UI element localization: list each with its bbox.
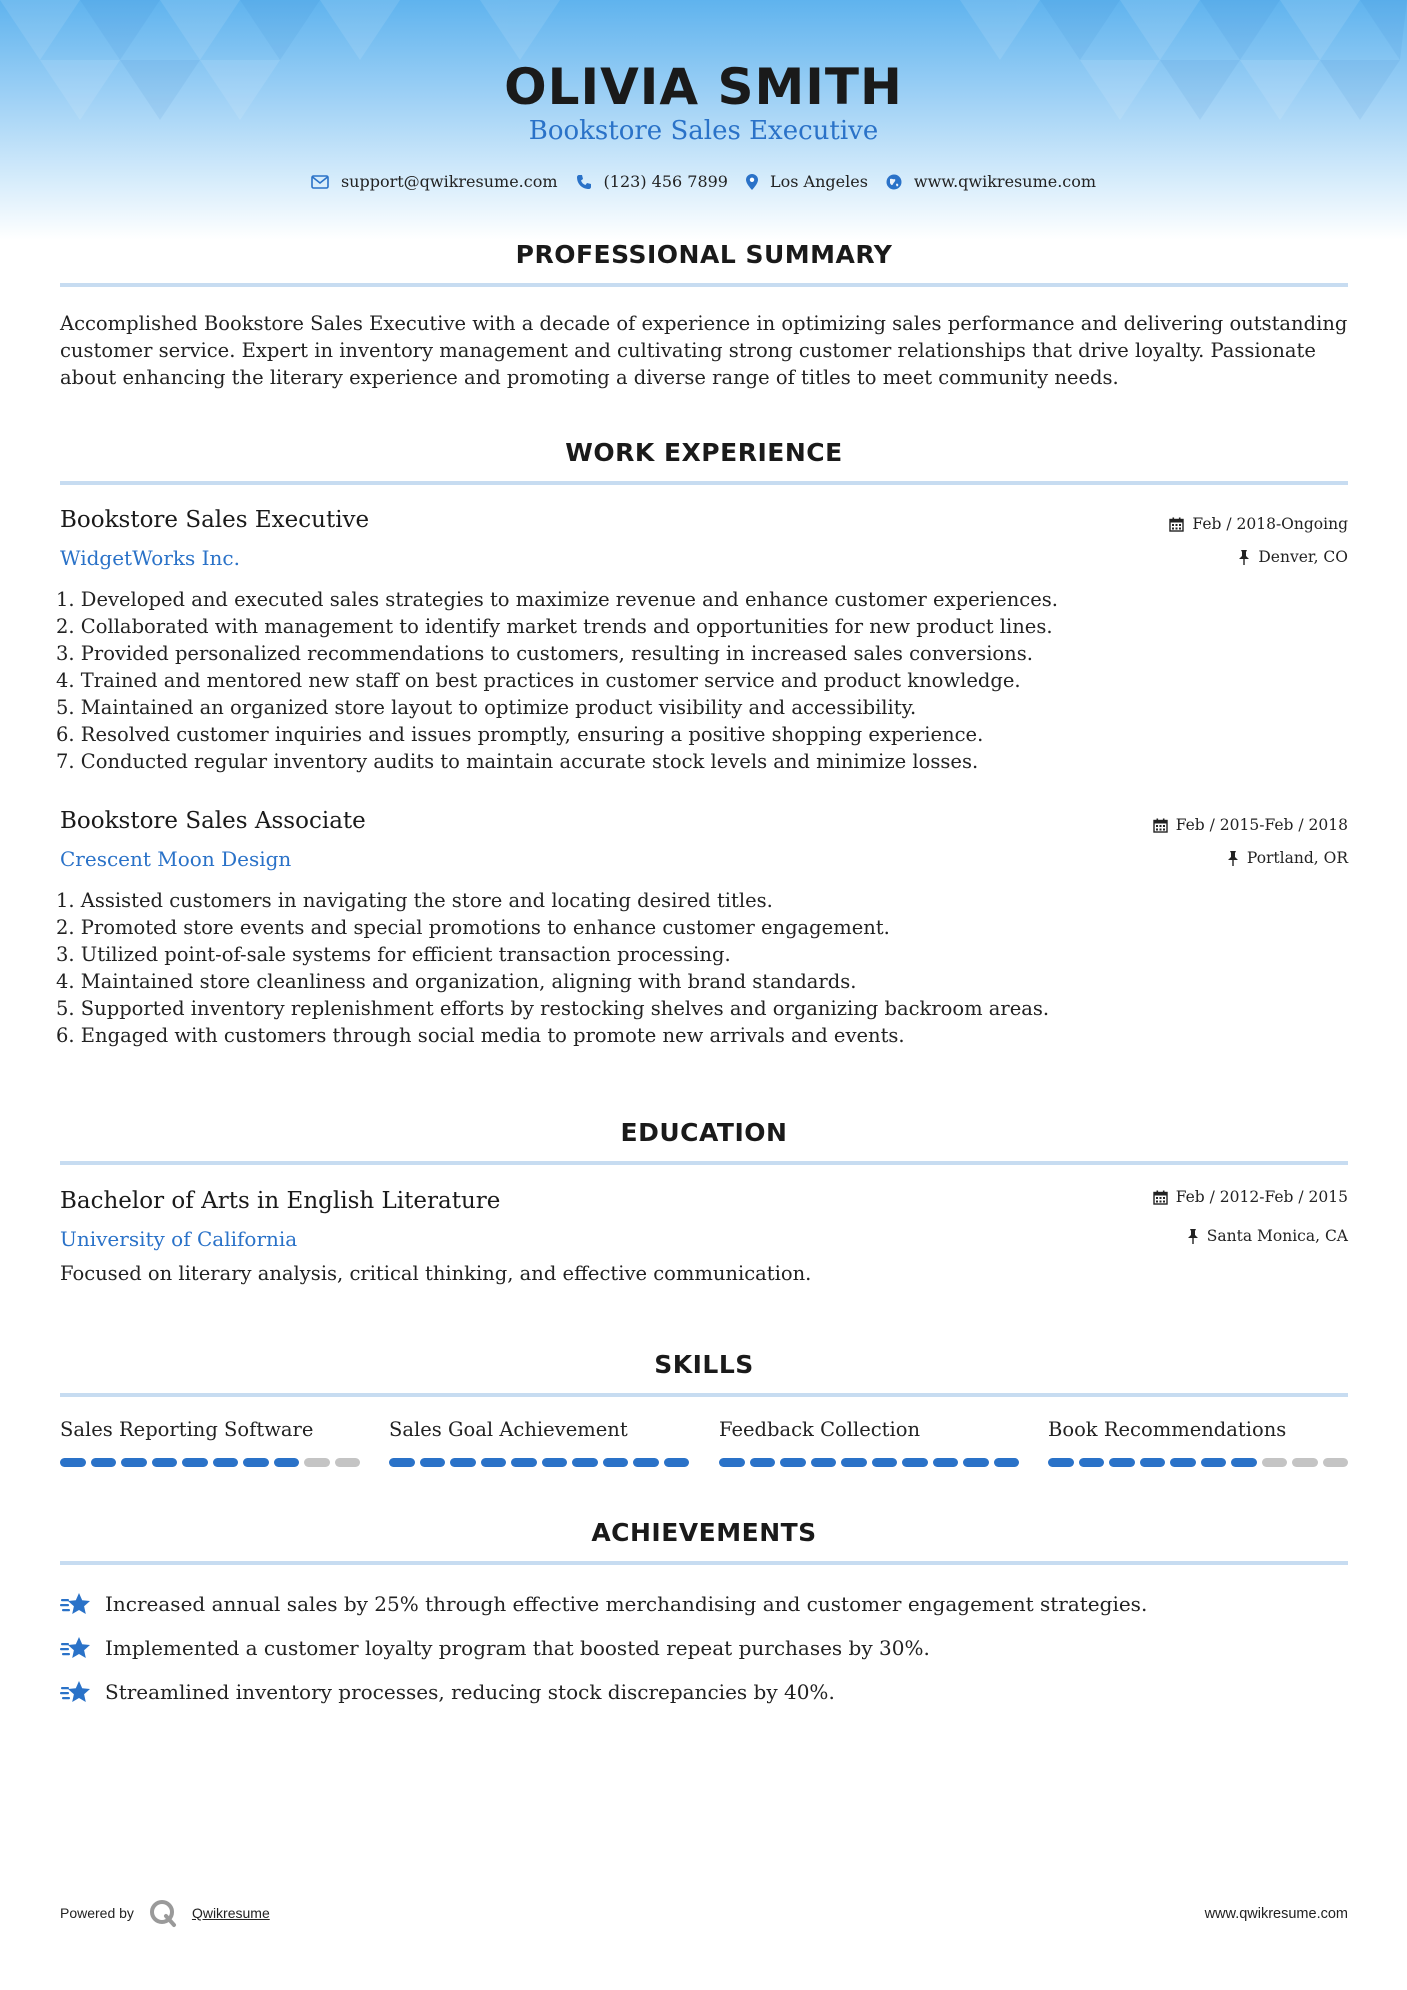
skill-level-bar	[60, 1458, 360, 1468]
education-location	[1187, 1227, 1348, 1245]
achievement-text: Implemented a customer loyalty program that boosted repeat purchases by 30%.	[105, 1636, 930, 1660]
job-title: Bookstore Sales Associate	[60, 808, 366, 834]
skill-segment-filled	[1231, 1458, 1257, 1467]
list-item: 6. Engaged with customers through social media to promote new arrivals and events.	[56, 1024, 905, 1047]
skill-segment-filled	[213, 1458, 239, 1467]
skill-segment-filled	[1201, 1458, 1227, 1467]
calendar-icon	[1153, 818, 1168, 833]
skill-segment-empty	[1292, 1458, 1318, 1467]
qwikresume-logo-icon	[148, 1898, 178, 1928]
skills-title: SKILLS	[654, 1350, 754, 1379]
skill-segment-filled	[121, 1458, 147, 1467]
section-divider	[60, 1161, 1348, 1165]
powered-by-label: Powered by	[60, 1905, 134, 1921]
qwikresume-link[interactable]: Qwikresume	[191, 1905, 270, 1921]
list-item: 2. Promoted store events and special promotions to enhance customer engagement.	[56, 916, 890, 939]
list-item	[60, 1632, 930, 1666]
skill-segment-filled	[750, 1458, 776, 1467]
list-item: 3. Provided personalized recommendations to customers, resulting in increased sales conversions.	[56, 642, 1033, 665]
skill-segment-filled	[152, 1458, 178, 1467]
skill-segment-filled	[719, 1458, 745, 1467]
footer-branding	[60, 1898, 270, 1928]
list-item: 1. Developed and executed sales strategies to maximize revenue and enhance customer experiences.	[56, 588, 1058, 611]
job-dates-text: Feb / 2015-Feb / 2018	[1175, 816, 1348, 834]
skill-item	[60, 1418, 360, 1441]
skill-segment-filled	[1079, 1458, 1105, 1467]
candidate-name: OLIVIA SMITH	[504, 58, 903, 116]
contact-email-text: support@qwikresume.com	[340, 172, 558, 191]
section-divider	[60, 283, 1348, 287]
job-location	[1238, 548, 1348, 566]
skill-item	[389, 1418, 689, 1441]
contact-phone-text: (123) 456 7899	[603, 172, 728, 191]
pin-icon	[1238, 550, 1250, 565]
education-location-text: Santa Monica, CA	[1206, 1227, 1348, 1245]
skill-segment-empty	[335, 1458, 361, 1467]
skill-segment-empty	[1262, 1458, 1288, 1467]
skill-segment-filled	[420, 1458, 446, 1467]
skill-segment-filled	[664, 1458, 690, 1467]
skill-segment-empty	[1323, 1458, 1349, 1467]
job-bullets	[56, 887, 1316, 1049]
skill-item	[719, 1418, 1019, 1441]
calendar-icon	[1169, 517, 1184, 532]
section-divider	[60, 1561, 1348, 1565]
skill-segment-filled	[274, 1458, 300, 1467]
envelope-icon	[311, 175, 329, 189]
pin-icon	[1187, 1229, 1199, 1244]
candidate-role: Bookstore Sales Executive	[528, 116, 879, 146]
skill-segment-filled	[1109, 1458, 1135, 1467]
skill-segment-filled	[450, 1458, 476, 1467]
skill-segment-filled	[60, 1458, 86, 1467]
skill-name: Feedback Collection	[719, 1418, 921, 1441]
list-item: 7. Conducted regular inventory audits to maintain accurate stock levels and minimize losses.	[56, 750, 979, 773]
star-icon	[60, 1678, 92, 1708]
education-dates	[1153, 1188, 1348, 1206]
achievements-title: ACHIEVEMENTS	[591, 1518, 817, 1547]
list-item: 5. Maintained an organized store layout to optimize product visibility and accessibility.	[56, 696, 917, 719]
experience-title: WORK EXPERIENCE	[565, 438, 843, 467]
star-icon	[60, 1590, 92, 1620]
phone-icon	[576, 174, 592, 190]
footer-website[interactable]: www.qwikresume.com	[1204, 1906, 1348, 1922]
skill-segment-filled	[542, 1458, 568, 1467]
skill-level-bar	[389, 1458, 689, 1468]
skill-segment-filled	[963, 1458, 989, 1467]
section-divider	[60, 481, 1348, 485]
summary-text: Accomplished Bookstore Sales Executive with a decade of experience in optimizing sales performance and delivering outstanding customer service. Expert in inventory management and cultivating strong customer relationships that drive loyalty. Passionate about enhancing the literary experience and promoting a diverse range of titles to meet community needs.	[60, 312, 1348, 389]
contact-email[interactable]	[311, 172, 558, 191]
skill-segment-filled	[182, 1458, 208, 1467]
job-location	[1227, 849, 1348, 867]
skill-segment-filled	[389, 1458, 415, 1467]
skill-segment-filled	[811, 1458, 837, 1467]
list-item: 4. Maintained store cleanliness and organization, aligning with brand standards.	[56, 970, 857, 993]
skill-segment-filled	[841, 1458, 867, 1467]
list-item: 6. Resolved customer inquiries and issues promptly, ensuring a positive shopping experience.	[56, 723, 984, 746]
skill-name: Book Recommendations	[1048, 1418, 1287, 1441]
summary-title: PROFESSIONAL SUMMARY	[515, 240, 893, 269]
list-item: 4. Trained and mentored new staff on best practices in customer service and product knowledge.	[56, 669, 1021, 692]
list-item: 5. Supported inventory replenishment efforts by restocking shelves and organizing backroom areas.	[56, 997, 1050, 1020]
contact-bar	[0, 172, 1407, 191]
globe-icon	[886, 174, 902, 190]
calendar-icon	[1153, 1190, 1168, 1205]
skill-segment-filled	[603, 1458, 629, 1467]
skill-level-bar	[1048, 1458, 1348, 1468]
contact-website-text: www.qwikresume.com	[913, 172, 1097, 191]
skill-segment-filled	[481, 1458, 507, 1467]
list-item: 1. Assisted customers in navigating the store and locating desired titles.	[56, 889, 773, 912]
skill-segment-filled	[1048, 1458, 1074, 1467]
company-name: WidgetWorks Inc.	[60, 546, 240, 570]
contact-website[interactable]	[886, 172, 1096, 191]
skill-segment-filled	[780, 1458, 806, 1467]
job-dates	[1169, 515, 1348, 533]
job-dates	[1153, 816, 1348, 834]
section-divider	[60, 1393, 1348, 1397]
skill-segment-empty	[304, 1458, 330, 1467]
skill-segment-filled	[633, 1458, 659, 1467]
company-name: Crescent Moon Design	[60, 847, 292, 871]
skill-segment-filled	[511, 1458, 537, 1467]
skill-segment-filled	[243, 1458, 269, 1467]
skills-grid	[60, 1418, 1350, 1478]
skill-segment-filled	[994, 1458, 1020, 1467]
achievement-text: Streamlined inventory processes, reducing stock discrepancies by 40%.	[105, 1680, 835, 1704]
contact-location-text: Los Angeles	[769, 172, 868, 191]
list-item	[60, 1588, 1148, 1622]
skill-item	[1048, 1418, 1348, 1441]
skill-name: Sales Reporting Software	[60, 1418, 314, 1441]
map-marker-icon	[746, 174, 758, 190]
school-name: University of California	[60, 1227, 298, 1251]
degree-title: Bachelor of Arts in English Literature	[60, 1188, 501, 1214]
job-bullets	[56, 586, 1316, 775]
skill-segment-filled	[933, 1458, 959, 1467]
skill-segment-filled	[572, 1458, 598, 1467]
skill-segment-filled	[872, 1458, 898, 1467]
job-location-text: Portland, OR	[1246, 849, 1348, 867]
education-description: Focused on literary analysis, critical thinking, and effective communication.	[60, 1262, 812, 1285]
list-item: 3. Utilized point-of-sale systems for efficient transaction processing.	[56, 943, 731, 966]
education-title: EDUCATION	[620, 1118, 788, 1147]
list-item: 2. Collaborated with management to identify market trends and opportunities for new product lines.	[56, 615, 1053, 638]
list-item	[60, 1676, 835, 1710]
skill-segment-filled	[902, 1458, 928, 1467]
star-icon	[60, 1634, 92, 1664]
job-dates-text: Feb / 2018-Ongoing	[1192, 515, 1348, 533]
skill-segment-filled	[91, 1458, 117, 1467]
skill-segment-filled	[1140, 1458, 1166, 1467]
pin-icon	[1227, 851, 1239, 866]
job-title: Bookstore Sales Executive	[60, 507, 370, 533]
job-location-text: Denver, CO	[1258, 548, 1348, 566]
education-dates-text: Feb / 2012-Feb / 2015	[1175, 1188, 1348, 1206]
skill-segment-filled	[1170, 1458, 1196, 1467]
contact-location	[746, 172, 868, 191]
contact-phone[interactable]	[576, 172, 728, 191]
skill-level-bar	[719, 1458, 1019, 1468]
skill-name: Sales Goal Achievement	[389, 1418, 628, 1441]
achievement-text: Increased annual sales by 25% through effective merchandising and customer engagement strategies.	[105, 1592, 1148, 1616]
